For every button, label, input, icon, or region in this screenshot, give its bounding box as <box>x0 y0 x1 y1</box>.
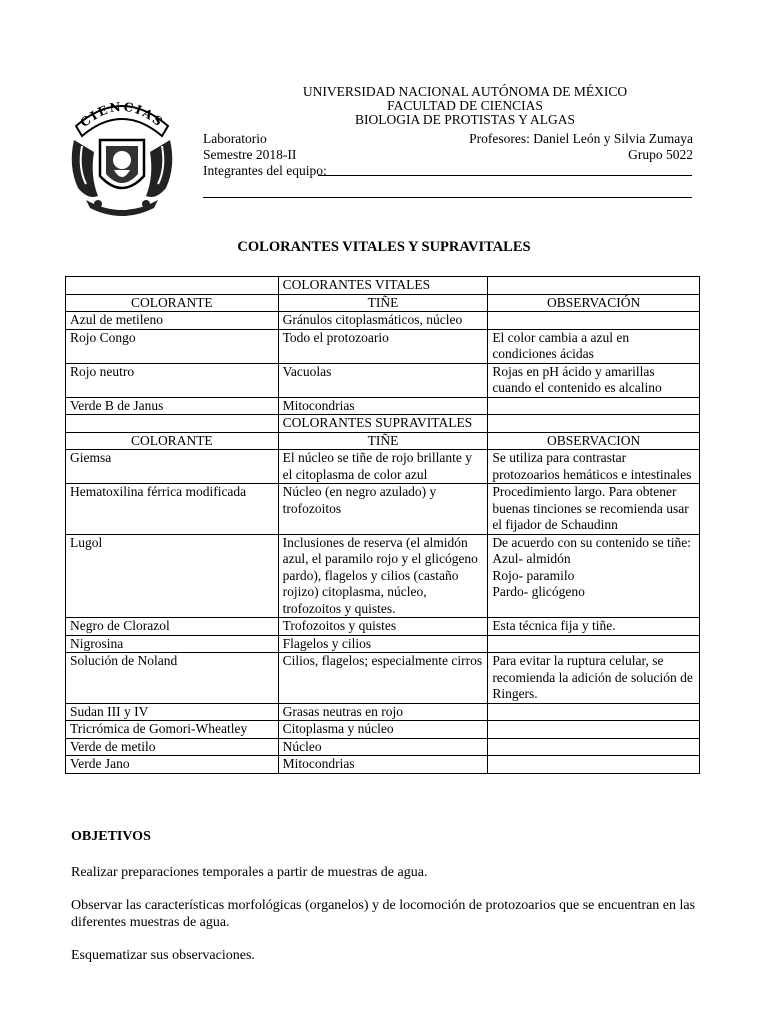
table-row <box>66 703 700 721</box>
stain-target: Inclusiones de reserva (el almidón azul, el paramilo rojo y el glicógeno pardo), flagelos y cilios (castaño rojizo) citoplasma, núcleo, trofozoitos y quistes. <box>278 534 488 618</box>
supravital-section-row <box>66 415 700 433</box>
stain-target: Núcleo (en negro azulado) y trofozoitos <box>278 484 488 535</box>
course-meta <box>203 131 693 179</box>
empty-cell <box>488 277 700 295</box>
table-row <box>66 450 700 484</box>
objective-item: Esquematizar sus observaciones. <box>71 948 255 963</box>
stain-observation: Se utiliza para contrastar protozoarios hemáticos e intestinales <box>488 450 700 484</box>
cell-line: Rojo- paramilo <box>492 567 575 583</box>
table-row <box>66 635 700 653</box>
column-header-row <box>66 294 700 312</box>
cell-line: Azul- almidón <box>492 551 571 566</box>
document-title: COLORANTES VITALES Y SUPRAVITALES <box>237 239 531 255</box>
stain-name: Verde de metilo <box>66 738 279 756</box>
stain-observation: Procedimiento largo. Para obtener buenas tinciones se recomienda usar el fijador de Schaudinn <box>488 484 700 535</box>
university-name: UNIVERSIDAD NACIONAL AUTÓNOMA DE MÉXICO <box>302 84 628 99</box>
stain-target: Gránulos citoplasmáticos, núcleo <box>278 312 488 330</box>
stain-observation <box>488 756 700 774</box>
stain-name: Verde Jano <box>66 756 279 774</box>
stain-target: Mitocondrias <box>278 756 488 774</box>
table-row <box>66 329 700 363</box>
stain-observation: Esta técnica fija y tiñe. <box>488 618 700 636</box>
empty-cell <box>488 415 700 433</box>
svg-text:CIENCIAS: CIENCIAS <box>77 99 167 131</box>
column-header: OBSERVACION <box>488 432 700 450</box>
empty-cell <box>66 277 279 295</box>
stain-target: Vacuolas <box>278 363 488 397</box>
table-row <box>66 756 700 774</box>
column-header: COLORANTE <box>66 294 279 312</box>
stain-observation: Rojas en pH ácido y amarillas cuando el contenido es alcalino <box>488 363 700 397</box>
stain-name: Azul de metileno <box>66 312 279 330</box>
stain-observation <box>488 312 700 330</box>
stain-name: Rojo neutro <box>66 363 279 397</box>
stain-name: Negro de Clorazol <box>66 618 279 636</box>
stain-name: Solución de Noland <box>66 653 279 704</box>
stain-observation <box>488 738 700 756</box>
column-header: COLORANTE <box>66 432 279 450</box>
objective-item: Observar las características morfológicas (organelos) y de locomoción de protozoarios que se encuentran en las diferentes muestras de agua. <box>71 898 696 930</box>
stain-target: Todo el protozoario <box>278 329 488 363</box>
table-row <box>66 534 700 618</box>
stain-observation <box>488 703 700 721</box>
stain-observation: El color cambia a azul en condiciones ácidas <box>488 329 700 363</box>
column-header: TIÑE <box>278 294 488 312</box>
empty-cell <box>66 415 279 433</box>
stain-observation: Para evitar la ruptura celular, se recomienda la adición de solución de Ringers. <box>488 653 700 704</box>
objective-item: Realizar preparaciones temporales a partir de muestras de agua. <box>71 865 428 880</box>
table-row <box>66 312 700 330</box>
column-header: OBSERVACIÓN <box>488 294 700 312</box>
stain-name: Tricrómica de Gomori-Wheatley <box>66 721 279 739</box>
stain-target: El núcleo se tiñe de rojo brillante y el citoplasma de color azul <box>278 450 488 484</box>
stain-observation <box>488 635 700 653</box>
course-name: BIOLOGIA DE PROTISTAS Y ALGAS <box>355 112 575 127</box>
stain-target: Núcleo <box>278 738 488 756</box>
faculty-name: FACULTAD DE CIENCIAS <box>387 98 543 113</box>
vital-section-row <box>66 277 700 295</box>
stain-target: Flagelos y cilios <box>278 635 488 653</box>
table-row <box>66 721 700 739</box>
table-row <box>66 484 700 535</box>
institution-header <box>250 85 680 127</box>
stain-observation <box>488 721 700 739</box>
stain-name: Sudan III y IV <box>66 703 279 721</box>
stain-target: Mitocondrias <box>278 397 488 415</box>
section-title: COLORANTES VITALES <box>278 277 488 295</box>
stain-observation <box>488 397 700 415</box>
table-row <box>66 397 700 415</box>
table-row <box>66 618 700 636</box>
semester: Semestre 2018-II <box>203 147 297 162</box>
lab-label: Laboratorio <box>203 131 267 146</box>
stain-name: Nigrosina <box>66 635 279 653</box>
professors: Profesores: Daniel León y Silvia Zumaya <box>469 131 693 146</box>
team-underline-2 <box>203 197 692 198</box>
objectives-title: OBJETIVOS <box>71 829 151 844</box>
group: Grupo 5022 <box>628 147 693 162</box>
stain-name: Verde B de Janus <box>66 397 279 415</box>
stains-table <box>65 276 700 774</box>
unam-ciencias-logo <box>68 96 176 216</box>
stain-name: Hematoxilina férrica modificada <box>66 484 279 535</box>
stain-observation <box>488 534 700 618</box>
section-title: COLORANTES SUPRAVITALES <box>278 415 488 433</box>
stain-name: Rojo Congo <box>66 329 279 363</box>
stain-name: Lugol <box>66 534 279 618</box>
stain-target: Citoplasma y núcleo <box>278 721 488 739</box>
column-header-row <box>66 432 700 450</box>
table-row <box>66 363 700 397</box>
stain-target: Grasas neutras en rojo <box>278 703 488 721</box>
stain-target: Trofozoitos y quistes <box>278 618 488 636</box>
column-header: TIÑE <box>278 432 488 450</box>
stain-name: Giemsa <box>66 450 279 484</box>
team-label: Integrantes del equipo: <box>203 163 327 178</box>
table-row <box>66 738 700 756</box>
table-row <box>66 653 700 704</box>
team-underline-1 <box>318 175 692 176</box>
cell-line: De acuerdo con su contenido se tiñe: <box>492 534 691 550</box>
stain-target: Cilios, flagelos; especialmente cirros <box>278 653 488 704</box>
cell-line: Pardo- glicógeno <box>492 584 585 599</box>
